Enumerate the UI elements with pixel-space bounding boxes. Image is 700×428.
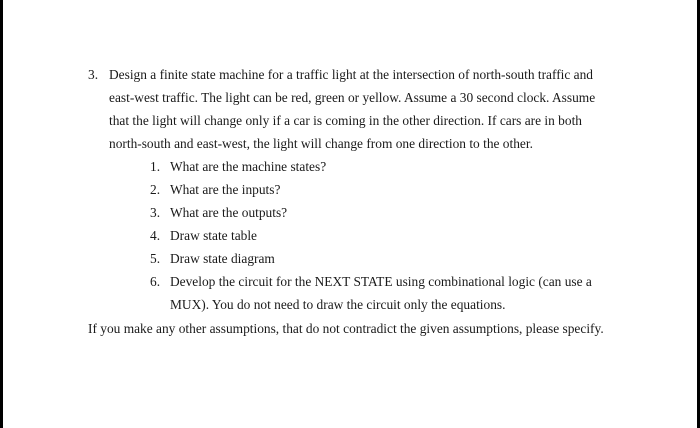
item-number-3: 3. xyxy=(150,205,161,220)
item-text-1: What are the machine states? xyxy=(170,159,327,174)
question-line-4: north-south and east-west, the light will change from one direction to the other. xyxy=(109,136,533,151)
question-line-3: that the light will change only if a car is coming in the other direction. If cars are in both xyxy=(109,113,582,128)
question-line-2: east-west traffic. The light can be red, green or yellow. Assume a 30 second clock. Assume xyxy=(109,90,596,105)
item-text-4: Draw state table xyxy=(170,228,257,243)
footer-note: If you make any other assumptions, that do not contradict the given assumptions, please specify. xyxy=(88,321,604,336)
item-text-2: What are the inputs? xyxy=(170,182,281,197)
item-text-3: What are the outputs? xyxy=(170,205,288,220)
item-number-4: 4. xyxy=(150,228,161,243)
item-text-6-line-2: MUX). You do not need to draw the circuit only the equations. xyxy=(170,297,506,312)
item-text-5: Draw state diagram xyxy=(170,251,275,266)
item-number-2: 2. xyxy=(150,182,161,197)
question-number: 3. xyxy=(88,67,99,82)
item-number-1: 1. xyxy=(150,159,161,174)
item-text-6-line-1: Develop the circuit for the NEXT STATE using combinational logic (can use a xyxy=(170,274,592,289)
question-line-1: Design a finite state machine for a traffic light at the intersection of north-south traffic and xyxy=(109,67,594,82)
item-number-6: 6. xyxy=(150,274,161,289)
item-number-5: 5. xyxy=(150,251,161,266)
